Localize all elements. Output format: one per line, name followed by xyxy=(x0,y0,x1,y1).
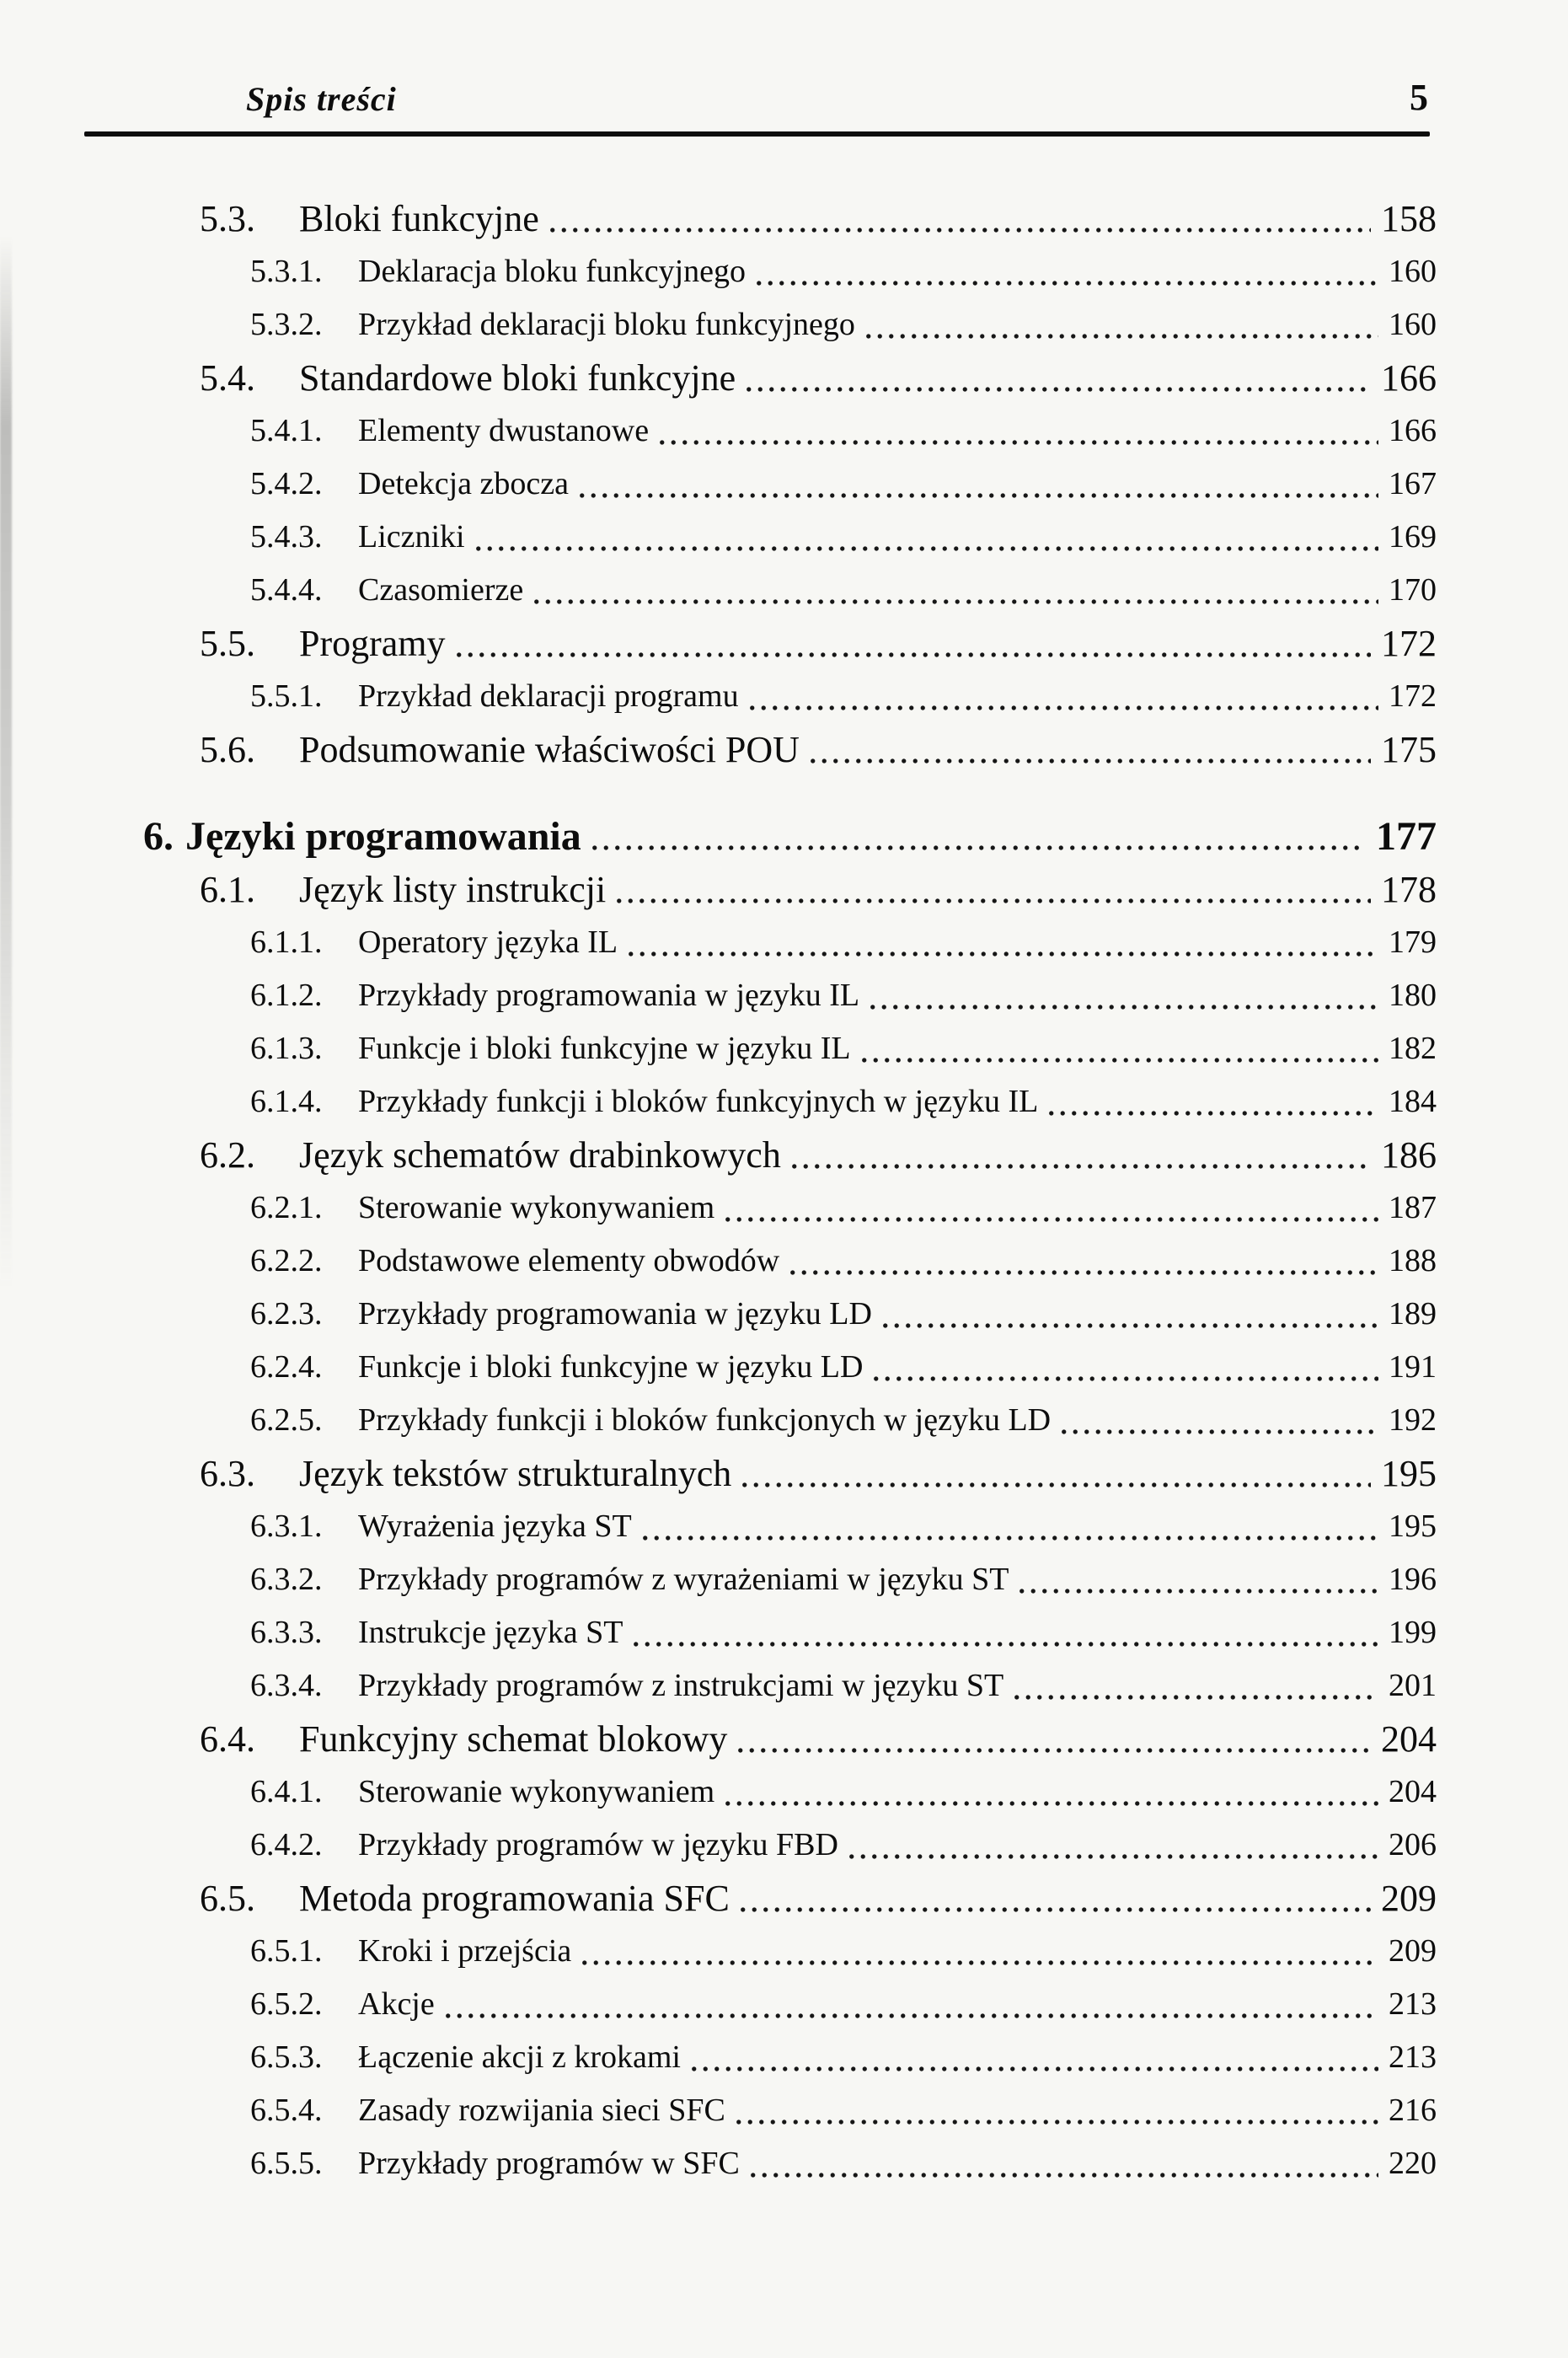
toc-entry-title: Podstawowe elementy obwodów xyxy=(358,1243,780,1278)
toc-entry xyxy=(143,1553,1437,1606)
toc-entry xyxy=(143,2137,1437,2190)
toc-entry xyxy=(143,1978,1437,2031)
toc-entry-title: Przykłady programów z wyrażeniami w języku ST xyxy=(358,1562,1009,1597)
toc-entry-title: Język listy instrukcji xyxy=(299,869,607,910)
dot-leader xyxy=(688,2031,1378,2084)
toc-entry xyxy=(143,916,1437,969)
toc-entry-number: 5.3.2. xyxy=(250,307,323,342)
dot-leader xyxy=(859,1022,1378,1075)
toc-entry-title: Zasady rozwijania sieci SFC xyxy=(358,2093,725,2128)
toc-entry-number: 6.1. xyxy=(200,869,255,910)
toc-entry-number: 6.3.4. xyxy=(250,1668,323,1703)
dot-leader xyxy=(1046,1075,1378,1128)
toc-entry xyxy=(143,1235,1437,1288)
dot-leader xyxy=(733,2084,1378,2137)
toc-entry-number: 5.4.3. xyxy=(250,519,323,555)
toc-entry-title: Język tekstów strukturalnych xyxy=(299,1453,732,1494)
running-title: Spis treści xyxy=(246,80,397,118)
toc-entry-page-number: 206 xyxy=(1389,1827,1437,1862)
toc-entry-title: Metoda programowania SFC xyxy=(299,1878,730,1919)
toc-entry-page-number: 170 xyxy=(1389,572,1437,608)
toc-entry xyxy=(143,969,1437,1022)
toc-entry-number: 6. xyxy=(143,814,174,859)
toc-entry xyxy=(143,2031,1437,2084)
dot-leader xyxy=(1011,1659,1378,1712)
toc-entry-number: 6.5.3. xyxy=(250,2039,323,2075)
toc-entry-number: 5.4.2. xyxy=(250,466,323,501)
toc-entry-page-number: 213 xyxy=(1389,1986,1437,2022)
toc-entry xyxy=(143,723,1437,776)
toc-entry-number: 6.2.1. xyxy=(250,1190,323,1225)
toc-entry xyxy=(143,2084,1437,2137)
dot-leader xyxy=(735,1712,1371,1766)
toc-entry xyxy=(143,1288,1437,1341)
dot-leader xyxy=(722,1182,1378,1235)
toc-entry-page-number: 172 xyxy=(1381,623,1437,664)
toc-entry xyxy=(143,1500,1437,1553)
dot-leader xyxy=(807,723,1371,776)
toc-entry xyxy=(143,1606,1437,1659)
toc-entry-page-number: 196 xyxy=(1389,1562,1437,1597)
toc-entry-page-number: 195 xyxy=(1381,1453,1437,1494)
toc-entry xyxy=(143,1766,1437,1819)
toc-entry-title: Standardowe bloki funkcyjne xyxy=(299,357,736,399)
toc-entry-number: 6.1.1. xyxy=(250,924,323,960)
toc-entry xyxy=(143,863,1437,916)
toc-entry-title: Łączenie akcji z krokami xyxy=(358,2039,681,2075)
toc-entry xyxy=(143,1022,1437,1075)
toc-entry-page-number: 167 xyxy=(1389,466,1437,501)
toc-entry-number: 6.5.5. xyxy=(250,2146,323,2181)
toc-entry-number: 6.5.1. xyxy=(250,1933,323,1969)
toc-entry-title: Deklaracja bloku funkcyjnego xyxy=(358,254,747,289)
dot-leader xyxy=(656,405,1378,458)
toc-entry-page-number: 187 xyxy=(1389,1190,1437,1225)
toc-entry xyxy=(143,1712,1437,1766)
scan-binding-shadow xyxy=(0,236,12,1289)
toc-entry-number: 6.1.2. xyxy=(250,978,323,1013)
dot-leader xyxy=(870,1341,1378,1394)
toc-entry-page-number: 166 xyxy=(1389,413,1437,448)
dot-leader xyxy=(867,969,1378,1022)
dot-leader xyxy=(722,1766,1378,1819)
toc-entry xyxy=(143,1182,1437,1235)
dot-leader xyxy=(1016,1553,1378,1606)
toc-entry-page-number: 184 xyxy=(1389,1084,1437,1119)
toc-entry-title: Instrukcje języka ST xyxy=(358,1615,623,1650)
dot-leader xyxy=(579,1925,1378,1978)
toc-entry-title: Funkcyjny schemat blokowy xyxy=(299,1718,728,1760)
toc-entry-title: Języki programowania xyxy=(185,814,581,859)
toc-entry-title: Przykłady programów z instrukcjami w języku ST xyxy=(358,1668,1004,1703)
toc-entry-title: Bloki funkcyjne xyxy=(299,198,539,239)
dot-leader xyxy=(747,2137,1378,2190)
toc-entry-title: Funkcje i bloki funkcyjne w języku LD xyxy=(358,1349,864,1385)
header-page-number: 5 xyxy=(1410,77,1428,118)
dot-leader xyxy=(531,564,1378,617)
toc-entry-title: Przykłady funkcji i bloków funkcjonych w języku LD xyxy=(358,1402,1052,1438)
toc-entry xyxy=(143,670,1437,723)
toc-entry-page-number: 186 xyxy=(1381,1134,1437,1176)
toc-entry-number: 6.4.1. xyxy=(250,1774,323,1809)
dot-leader xyxy=(789,1128,1371,1182)
dot-leader xyxy=(747,670,1378,723)
toc-entry-title: Wyrażenia języka ST xyxy=(358,1509,632,1544)
toc-entry-page-number: 216 xyxy=(1389,2093,1437,2128)
toc-entry-title: Liczniki xyxy=(358,519,465,555)
toc-entry-title: Operatory języka IL xyxy=(358,924,618,960)
toc-entry-page-number: 199 xyxy=(1389,1615,1437,1650)
dot-leader xyxy=(576,458,1378,511)
toc-entry-page-number: 188 xyxy=(1389,1243,1437,1278)
toc-entry-title: Sterowanie wykonywaniem xyxy=(358,1190,715,1225)
toc-entry xyxy=(143,351,1437,405)
toc-entry-title: Przykład deklaracji bloku funkcyjnego xyxy=(358,307,855,342)
toc-entry-page-number: 169 xyxy=(1389,519,1437,555)
toc-entry-number: 6.3. xyxy=(200,1453,255,1494)
dot-leader xyxy=(743,351,1371,405)
toc-entry-number: 6.2.5. xyxy=(250,1402,323,1438)
toc-entry-title: Przykłady funkcji i bloków funkcyjnych w języku IL xyxy=(358,1084,1039,1119)
toc-entry-title: Podsumowanie właściwości POU xyxy=(299,729,800,770)
dot-leader xyxy=(589,810,1366,863)
toc-entry-page-number: 160 xyxy=(1389,307,1437,342)
toc-entry-number: 5.3.1. xyxy=(250,254,323,289)
toc-entry-number: 6.2.4. xyxy=(250,1349,323,1385)
header-rule xyxy=(84,131,1430,137)
dot-leader xyxy=(753,245,1378,298)
toc-entry-number: 6.4. xyxy=(200,1718,255,1760)
toc-entry-title: Przykłady programowania w języku IL xyxy=(358,978,860,1013)
dot-leader xyxy=(846,1819,1378,1872)
toc-entry-number: 6.4.2. xyxy=(250,1827,323,1862)
toc-entry-page-number: 201 xyxy=(1389,1668,1437,1703)
dot-leader xyxy=(863,298,1378,351)
toc-entry-title: Akcje xyxy=(358,1986,435,2022)
toc-entry xyxy=(143,1075,1437,1128)
toc-entry-page-number: 179 xyxy=(1389,924,1437,960)
toc-entry xyxy=(143,564,1437,617)
toc-entry-number: 6.1.3. xyxy=(250,1031,323,1066)
toc-entry-title: Elementy dwustanowe xyxy=(358,413,650,448)
toc-entry-page-number: 160 xyxy=(1389,254,1437,289)
dot-leader xyxy=(625,916,1378,969)
dot-leader xyxy=(630,1606,1378,1659)
toc-entry xyxy=(143,810,1437,863)
toc-entry-number: 5.5.1. xyxy=(250,678,323,714)
toc-entry-number: 6.3.3. xyxy=(250,1615,323,1650)
toc-entry-title: Przykłady programowania w języku LD xyxy=(358,1296,872,1332)
toc-entry-title: Detekcja zbocza xyxy=(358,466,569,501)
toc-entry-number: 6.5. xyxy=(200,1878,255,1919)
toc-entry-number: 6.5.4. xyxy=(250,2093,323,2128)
dot-leader xyxy=(1058,1394,1378,1447)
toc-entry-page-number: 158 xyxy=(1381,198,1437,239)
toc-entry xyxy=(143,1394,1437,1447)
dot-leader xyxy=(453,617,1371,670)
toc-entry xyxy=(143,1341,1437,1394)
toc-entry-page-number: 172 xyxy=(1389,678,1437,714)
toc-entry-title: Przykłady programów w SFC xyxy=(358,2146,740,2181)
dot-leader xyxy=(640,1500,1378,1553)
toc-entry-number: 5.5. xyxy=(200,623,255,664)
toc-entry xyxy=(143,245,1437,298)
toc-entry-title: Funkcje i bloki funkcyjne w języku IL xyxy=(358,1031,851,1066)
toc-entry-page-number: 220 xyxy=(1389,2146,1437,2181)
toc-entry xyxy=(143,511,1437,564)
dot-leader xyxy=(613,863,1371,916)
toc-entry-page-number: 178 xyxy=(1381,869,1437,910)
toc-entry-page-number: 204 xyxy=(1381,1718,1437,1760)
dot-leader xyxy=(737,1872,1371,1925)
toc-entry-title: Język schematów drabinkowych xyxy=(299,1134,781,1176)
toc-entry-number: 5.6. xyxy=(200,729,255,770)
toc-entry-title: Kroki i przejścia xyxy=(358,1933,572,1969)
toc-entry-page-number: 180 xyxy=(1389,978,1437,1013)
toc-entry-page-number: 175 xyxy=(1381,729,1437,770)
toc-entry xyxy=(143,1447,1437,1500)
toc-entry-title: Przykłady programów w języku FBD xyxy=(358,1827,838,1862)
toc-entry xyxy=(143,1659,1437,1712)
toc-entry-number: 5.4.1. xyxy=(250,413,323,448)
toc-entry-page-number: 177 xyxy=(1376,814,1437,859)
toc-entry-title: Przykład deklaracji programu xyxy=(358,678,739,714)
toc-entry-number: 6.2. xyxy=(200,1134,255,1176)
dot-leader xyxy=(547,192,1371,245)
toc-entry-number: 5.4. xyxy=(200,357,255,399)
dot-leader xyxy=(787,1235,1378,1288)
toc-entry-page-number: 213 xyxy=(1389,2039,1437,2075)
toc-entry-page-number: 191 xyxy=(1389,1349,1437,1385)
toc-entry-page-number: 189 xyxy=(1389,1296,1437,1332)
dot-leader xyxy=(880,1288,1378,1341)
toc-entry-page-number: 182 xyxy=(1389,1031,1437,1066)
toc-entry-number: 5.3. xyxy=(200,198,255,239)
toc-entry-page-number: 195 xyxy=(1389,1509,1437,1544)
toc-entry xyxy=(143,1819,1437,1872)
toc-entry-page-number: 209 xyxy=(1381,1878,1437,1919)
toc-entry xyxy=(143,1872,1437,1925)
toc-entry-page-number: 166 xyxy=(1381,357,1437,399)
toc-entry xyxy=(143,458,1437,511)
dot-leader xyxy=(473,511,1378,564)
toc-entry-number: 6.1.4. xyxy=(250,1084,323,1119)
toc-list xyxy=(143,192,1437,2190)
toc-entry-title: Programy xyxy=(299,623,446,664)
toc-entry xyxy=(143,617,1437,670)
toc-entry xyxy=(143,192,1437,245)
toc-entry-number: 6.3.1. xyxy=(250,1509,323,1544)
toc-entry-page-number: 192 xyxy=(1389,1402,1437,1438)
toc-entry-page-number: 204 xyxy=(1389,1774,1437,1809)
dot-leader xyxy=(739,1447,1371,1500)
toc-entry-number: 6.5.2. xyxy=(250,1986,323,2022)
toc-entry-title: Sterowanie wykonywaniem xyxy=(358,1774,715,1809)
toc-entry xyxy=(143,1128,1437,1182)
toc-entry xyxy=(143,1925,1437,1978)
dot-leader xyxy=(442,1978,1378,2031)
toc-entry-number: 6.2.2. xyxy=(250,1243,323,1278)
toc-entry-title: Czasomierze xyxy=(358,572,524,608)
toc-entry-number: 5.4.4. xyxy=(250,572,323,608)
toc-entry xyxy=(143,298,1437,351)
toc-entry xyxy=(143,405,1437,458)
toc-entry-number: 6.2.3. xyxy=(250,1296,323,1332)
toc-entry-page-number: 209 xyxy=(1389,1933,1437,1969)
toc-entry-number: 6.3.2. xyxy=(250,1562,323,1597)
